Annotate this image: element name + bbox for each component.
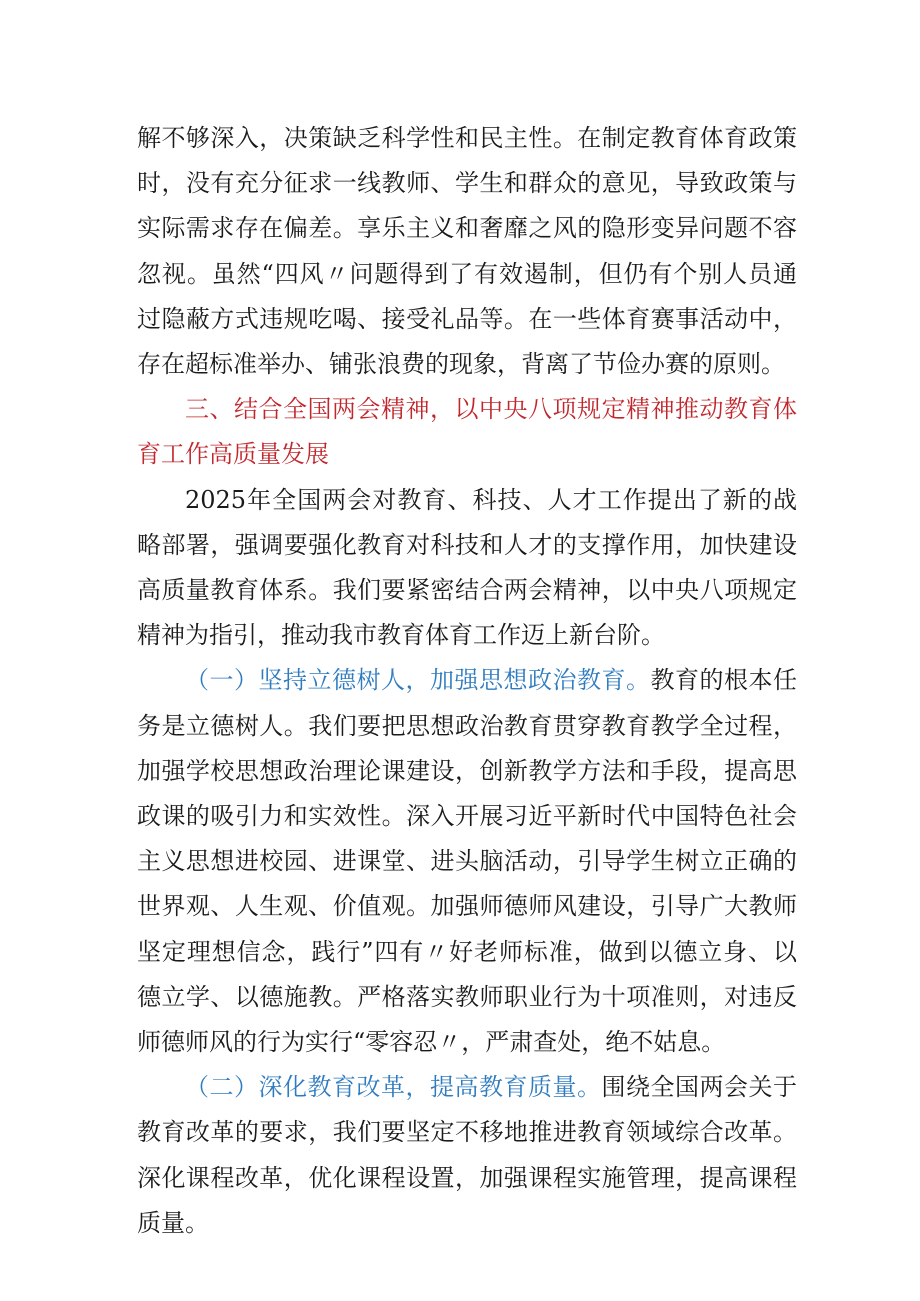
subheading-1: （一）坚持立德树人，加强思想政治教育。	[185, 666, 651, 695]
section-heading-3: 三、结合全国两会精神，以中央八项规定精神推动教育体育工作高质量发展	[137, 395, 797, 469]
paragraph-two-sessions: 2025年全国两会对教育、科技、人才工作提出了新的战略部署，强调要强化教育对科技和人才的支撑作用，加快建设高质量教育体系。我们要紧密结合两会精神，以中央八项规定精神为指引，推动我市教育体育工作迈上新台阶。	[137, 485, 797, 650]
paragraph-subsection-1	[137, 658, 797, 1065]
subsection-2-body: 围绕全国两会关于教育改革的要求，我们要坚定不移地推进教育领域综合改革。深化课程改革，优化课程设置，加强课程实施管理，提高课程质量。	[137, 1073, 797, 1237]
paragraph-continued: 解不够深入，决策缺乏科学性和民主性。在制定教育体育政策时，没有充分征求一线教师、学生和群众的意见，导致政策与实际需求存在偏差。享乐主义和奢靡之风的隐形变异问题不容忽视。虽然“四风〃问题得到了有效遏制，但仍有个别人员通过隐蔽方式违规吃喝、接受礼品等。在一些体育赛事活动中，存在超标准举办、铺张浪费的现象，背离了节俭办赛的原则。	[137, 124, 797, 379]
paragraph-subsection-2	[137, 1065, 797, 1246]
subheading-2: （二）深化教育改革，提高教育质量。	[185, 1073, 602, 1102]
subsection-1-body: 教育的根本任务是立德树人。我们要把思想政治教育贯穿教育教学全过程，加强学校思想政治理论课建设，创新教学方法和手段，提高思政课的吸引力和实效性。深入开展习近平新时代中国特色社会主义思想进校园、进课堂、进头脑活动，引导学生树立正确的世界观、人生观、价值观。加强师德师风建设，引导广大教师坚定理想信念，践行”四有〃好老师标准，做到以德立身、以德立学、以德施教。严格落实教师职业行为十项准则，对违反师德师风的行为实行“零容忍〃，严肃查处，绝不姑息。	[137, 666, 797, 1057]
document-body	[137, 116, 797, 1246]
